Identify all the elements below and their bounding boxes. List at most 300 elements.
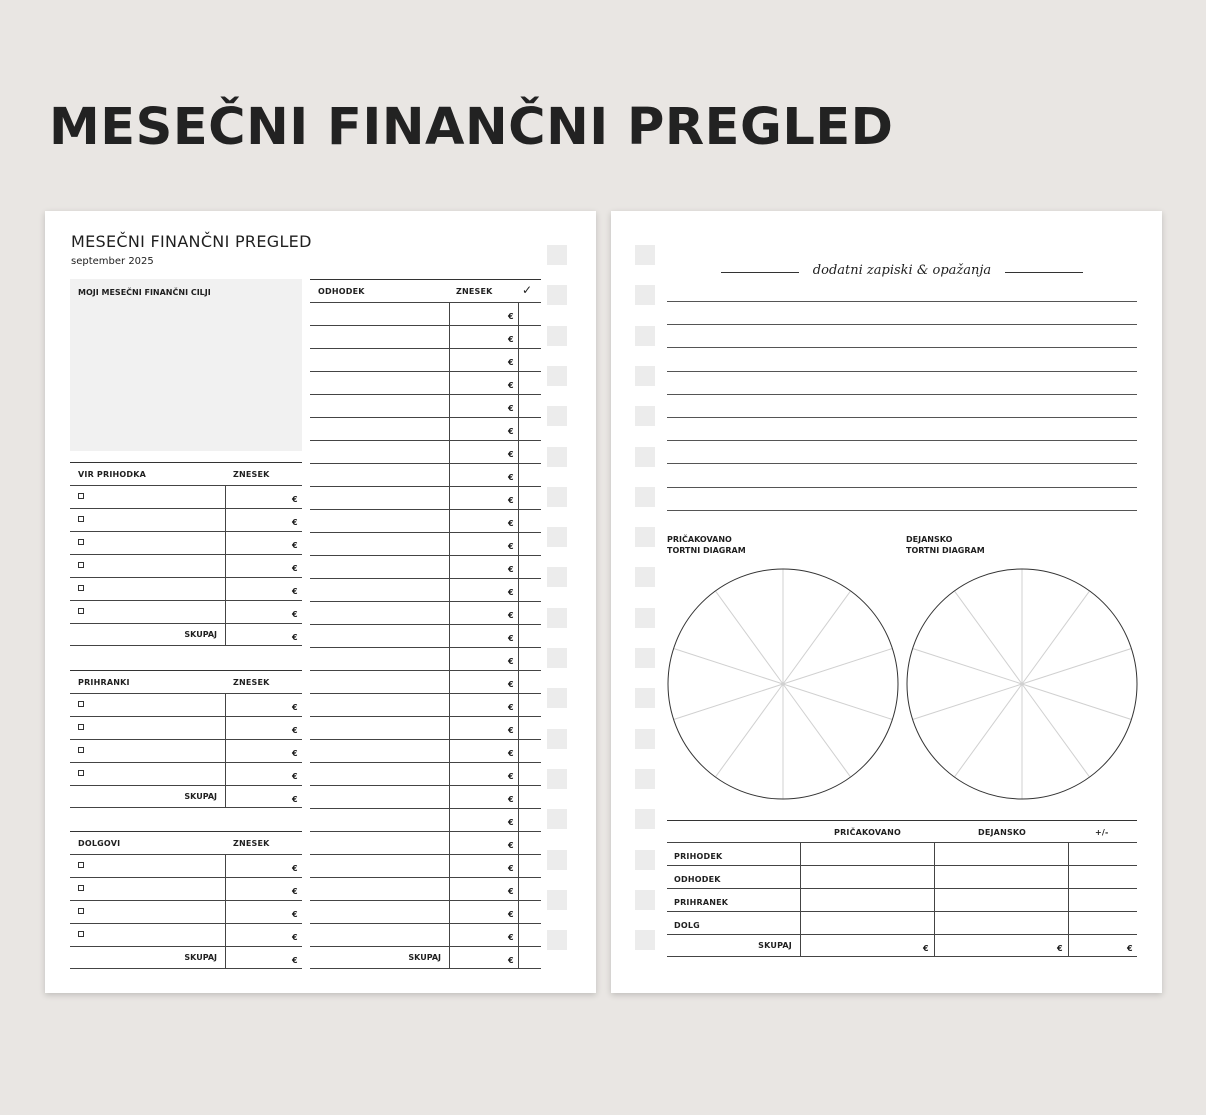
column-divider xyxy=(518,510,519,532)
income-row[interactable] xyxy=(70,554,302,577)
side-tab[interactable] xyxy=(635,648,655,668)
column-divider xyxy=(518,855,519,877)
column-divider xyxy=(225,601,226,623)
checkbox[interactable] xyxy=(78,562,84,568)
expenses-row[interactable] xyxy=(310,440,541,463)
expenses-row[interactable] xyxy=(310,509,541,532)
side-tab[interactable] xyxy=(635,245,655,265)
pie-segment-divider xyxy=(783,648,892,684)
column-divider xyxy=(518,625,519,647)
column-divider xyxy=(225,878,226,900)
expenses-row[interactable] xyxy=(310,762,541,785)
expenses-row[interactable] xyxy=(310,555,541,578)
notes-title-text: dodatni zapiski & opažanja xyxy=(812,263,992,278)
expenses-row[interactable] xyxy=(310,693,541,716)
debts-row[interactable] xyxy=(70,877,302,900)
column-divider xyxy=(934,843,935,865)
side-tab[interactable] xyxy=(547,245,567,265)
side-tab[interactable] xyxy=(635,406,655,426)
note-line[interactable] xyxy=(667,463,1137,464)
note-line[interactable] xyxy=(667,324,1137,325)
column-divider xyxy=(449,671,450,693)
currency-symbol: € xyxy=(292,633,298,642)
note-line[interactable] xyxy=(667,347,1137,348)
column-divider xyxy=(225,532,226,554)
pie-segment-divider xyxy=(1022,591,1090,684)
column-divider xyxy=(449,441,450,463)
currency-symbol: € xyxy=(508,381,514,390)
checkbox[interactable] xyxy=(78,770,84,776)
summary-col-expected: PRIČAKOVANO xyxy=(834,828,902,837)
column-divider xyxy=(225,486,226,508)
expenses-row[interactable] xyxy=(310,394,541,417)
checkbox[interactable] xyxy=(78,516,84,522)
checkbox[interactable] xyxy=(78,931,84,937)
side-tab[interactable] xyxy=(635,366,655,386)
checkbox[interactable] xyxy=(78,539,84,545)
expenses-row[interactable] xyxy=(310,670,541,693)
column-divider xyxy=(225,924,226,946)
hero-title: MESEČNI FINANČNI PREGLED xyxy=(49,98,894,157)
debts-table xyxy=(70,831,302,969)
currency-symbol: € xyxy=(508,519,514,528)
side-tab[interactable] xyxy=(547,688,567,708)
currency-symbol: € xyxy=(292,495,298,504)
side-tab[interactable] xyxy=(635,567,655,587)
side-tab[interactable] xyxy=(547,447,567,467)
income-total-label: SKUPAJ xyxy=(184,630,217,639)
side-tab[interactable] xyxy=(635,890,655,910)
currency-symbol: € xyxy=(508,542,514,551)
debts-row[interactable] xyxy=(70,900,302,923)
checkbox[interactable] xyxy=(78,608,84,614)
summary-row[interactable] xyxy=(667,865,1137,888)
pie-segment-divider xyxy=(674,684,783,720)
side-tab[interactable] xyxy=(547,809,567,829)
side-tab[interactable] xyxy=(547,729,567,749)
currency-symbol: € xyxy=(292,956,298,965)
side-tab[interactable] xyxy=(635,608,655,628)
column-divider xyxy=(449,809,450,831)
column-divider xyxy=(800,866,801,888)
side-tab[interactable] xyxy=(635,688,655,708)
currency-symbol: € xyxy=(508,611,514,620)
expenses-total-label: SKUPAJ xyxy=(408,953,441,962)
currency-symbol: € xyxy=(292,518,298,527)
pie-segment-divider xyxy=(783,684,892,720)
currency-symbol: € xyxy=(508,703,514,712)
side-tab[interactable] xyxy=(547,487,567,507)
currency-symbol: € xyxy=(508,312,514,321)
currency-symbol: € xyxy=(292,795,298,804)
side-tab[interactable] xyxy=(635,729,655,749)
left-page xyxy=(45,211,596,993)
pie-segment-divider xyxy=(954,591,1022,684)
side-tab[interactable] xyxy=(547,890,567,910)
column-divider xyxy=(449,464,450,486)
currency-symbol: € xyxy=(508,887,514,896)
expenses-table xyxy=(310,279,541,969)
column-divider xyxy=(225,786,226,807)
note-line[interactable] xyxy=(667,440,1137,441)
column-divider xyxy=(449,533,450,555)
column-divider xyxy=(449,832,450,854)
expenses-row[interactable] xyxy=(310,854,541,877)
currency-symbol: € xyxy=(508,726,514,735)
column-divider xyxy=(225,694,226,716)
expenses-total-row xyxy=(310,946,541,969)
summary-row-label: DOLG xyxy=(674,921,700,930)
column-divider xyxy=(225,855,226,877)
pie-chart-expected[interactable] xyxy=(666,567,900,801)
currency-symbol: € xyxy=(292,703,298,712)
column-divider xyxy=(518,671,519,693)
note-line[interactable] xyxy=(667,371,1137,372)
column-divider xyxy=(518,717,519,739)
side-tab[interactable] xyxy=(547,608,567,628)
column-divider xyxy=(1068,866,1069,888)
column-divider xyxy=(518,303,519,325)
checkbox[interactable] xyxy=(78,862,84,868)
expenses-row[interactable] xyxy=(310,302,541,325)
currency-symbol: € xyxy=(292,910,298,919)
savings-col-amount: ZNESEK xyxy=(233,678,270,687)
column-divider xyxy=(449,418,450,440)
savings-total-label: SKUPAJ xyxy=(184,792,217,801)
debts-col-name: DOLGOVI xyxy=(78,839,121,848)
note-line[interactable] xyxy=(667,394,1137,395)
column-divider xyxy=(518,878,519,900)
debts-total-row xyxy=(70,946,302,969)
column-divider xyxy=(449,878,450,900)
side-tab[interactable] xyxy=(547,769,567,789)
check-icon: ✓ xyxy=(522,283,533,297)
checkbox[interactable] xyxy=(78,724,84,730)
column-divider xyxy=(518,809,519,831)
debts-row[interactable] xyxy=(70,923,302,946)
note-line[interactable] xyxy=(667,510,1137,511)
column-divider xyxy=(518,947,519,968)
column-divider xyxy=(449,579,450,601)
summary-row-label: ODHODEK xyxy=(674,875,721,884)
side-tab[interactable] xyxy=(635,527,655,547)
summary-col-diff: +/- xyxy=(1095,828,1109,837)
currency-symbol: € xyxy=(1057,944,1063,953)
side-tab[interactable] xyxy=(547,406,567,426)
currency-symbol: € xyxy=(923,944,929,953)
currency-symbol: € xyxy=(508,335,514,344)
column-divider xyxy=(225,947,226,968)
checkbox[interactable] xyxy=(78,493,84,499)
currency-symbol: € xyxy=(292,726,298,735)
debts-header xyxy=(70,831,302,854)
currency-symbol: € xyxy=(292,933,298,942)
savings-table xyxy=(70,670,302,808)
expenses-row[interactable] xyxy=(310,877,541,900)
column-divider xyxy=(225,763,226,785)
column-divider xyxy=(934,866,935,888)
side-tab[interactable] xyxy=(635,850,655,870)
summary-row[interactable] xyxy=(667,911,1137,934)
notes-title xyxy=(721,262,1083,282)
column-divider xyxy=(518,487,519,509)
side-tab[interactable] xyxy=(547,648,567,668)
pie-segment-divider xyxy=(674,648,783,684)
expenses-row[interactable] xyxy=(310,808,541,831)
summary-total-row xyxy=(667,934,1137,957)
column-divider xyxy=(449,924,450,946)
expenses-row[interactable] xyxy=(310,486,541,509)
column-divider xyxy=(225,901,226,923)
column-divider xyxy=(449,487,450,509)
currency-symbol: € xyxy=(508,864,514,873)
column-divider xyxy=(518,924,519,946)
column-divider xyxy=(934,889,935,911)
side-tab[interactable] xyxy=(635,487,655,507)
column-divider xyxy=(518,533,519,555)
pie-segment-divider xyxy=(913,648,1022,684)
currency-symbol: € xyxy=(292,887,298,896)
pie-segment-divider xyxy=(1022,684,1131,720)
column-divider xyxy=(449,648,450,670)
notes-title-line-right xyxy=(1005,272,1083,273)
page-date: september 2025 xyxy=(71,256,154,267)
currency-symbol: € xyxy=(508,657,514,666)
summary-header xyxy=(667,820,1137,842)
expenses-row[interactable] xyxy=(310,900,541,923)
expenses-row[interactable] xyxy=(310,371,541,394)
column-divider xyxy=(518,832,519,854)
expenses-row[interactable] xyxy=(310,532,541,555)
tab-strip-left-edge xyxy=(635,245,655,969)
column-divider xyxy=(449,786,450,808)
column-divider xyxy=(518,648,519,670)
right-page xyxy=(611,211,1162,993)
income-total-row xyxy=(70,623,302,646)
income-table xyxy=(70,462,302,646)
column-divider xyxy=(225,740,226,762)
savings-row[interactable] xyxy=(70,716,302,739)
currency-symbol: € xyxy=(292,541,298,550)
currency-symbol: € xyxy=(508,841,514,850)
expenses-row[interactable] xyxy=(310,325,541,348)
currency-symbol: € xyxy=(508,772,514,781)
currency-symbol: € xyxy=(508,450,514,459)
column-divider xyxy=(449,372,450,394)
income-col-amount: ZNESEK xyxy=(233,470,270,479)
currency-symbol: € xyxy=(508,818,514,827)
summary-table xyxy=(667,820,1137,957)
column-divider xyxy=(225,717,226,739)
column-divider xyxy=(449,740,450,762)
column-divider xyxy=(518,786,519,808)
pie-actual-label xyxy=(906,534,985,556)
column-divider xyxy=(449,602,450,624)
column-divider xyxy=(518,602,519,624)
income-header xyxy=(70,462,302,485)
expenses-col-amount: ZNESEK xyxy=(456,287,493,296)
checkbox[interactable] xyxy=(78,908,84,914)
checkbox[interactable] xyxy=(78,747,84,753)
side-tab[interactable] xyxy=(547,366,567,386)
expenses-row[interactable] xyxy=(310,624,541,647)
side-tab[interactable] xyxy=(635,769,655,789)
side-tab[interactable] xyxy=(547,326,567,346)
summary-row-label: PRIHODEK xyxy=(674,852,723,861)
column-divider xyxy=(518,395,519,417)
income-row[interactable] xyxy=(70,508,302,531)
column-divider xyxy=(800,889,801,911)
currency-symbol: € xyxy=(508,680,514,689)
expenses-row[interactable] xyxy=(310,578,541,601)
expenses-row[interactable] xyxy=(310,785,541,808)
column-divider xyxy=(1068,912,1069,934)
debts-col-amount: ZNESEK xyxy=(233,839,270,848)
goals-box[interactable] xyxy=(70,279,302,451)
currency-symbol: € xyxy=(292,749,298,758)
column-divider xyxy=(449,694,450,716)
side-tab[interactable] xyxy=(547,285,567,305)
column-divider xyxy=(518,763,519,785)
pie-segment-divider xyxy=(783,591,851,684)
page-title: MESEČNI FINANČNI PREGLED xyxy=(71,232,312,251)
currency-symbol: € xyxy=(508,956,514,965)
column-divider xyxy=(518,441,519,463)
column-divider xyxy=(518,464,519,486)
currency-symbol: € xyxy=(508,634,514,643)
column-divider xyxy=(449,625,450,647)
column-divider xyxy=(518,694,519,716)
column-divider xyxy=(449,349,450,371)
currency-symbol: € xyxy=(508,496,514,505)
currency-symbol: € xyxy=(508,565,514,574)
side-tab[interactable] xyxy=(547,850,567,870)
currency-symbol: € xyxy=(508,795,514,804)
expenses-row[interactable] xyxy=(310,716,541,739)
expenses-row[interactable] xyxy=(310,739,541,762)
expenses-row[interactable] xyxy=(310,463,541,486)
expenses-header xyxy=(310,279,541,302)
pie-actual-label-2: TORTNI DIAGRAM xyxy=(906,546,985,555)
summary-row[interactable] xyxy=(667,888,1137,911)
savings-row[interactable] xyxy=(70,762,302,785)
column-divider xyxy=(518,349,519,371)
column-divider xyxy=(518,901,519,923)
column-divider xyxy=(449,855,450,877)
column-divider xyxy=(800,912,801,934)
side-tab[interactable] xyxy=(635,285,655,305)
column-divider xyxy=(800,935,801,956)
pie-expected-label-2: TORTNI DIAGRAM xyxy=(667,546,746,555)
currency-symbol: € xyxy=(508,910,514,919)
income-row[interactable] xyxy=(70,531,302,554)
currency-symbol: € xyxy=(508,427,514,436)
pie-chart-actual[interactable] xyxy=(905,567,1139,801)
currency-symbol: € xyxy=(292,864,298,873)
pie-expected-label-1: PRIČAKOVANO xyxy=(667,535,732,544)
pie-actual-label-1: DEJANSKO xyxy=(906,535,953,544)
note-line[interactable] xyxy=(667,487,1137,488)
savings-col-name: PRIHRANKI xyxy=(78,678,130,687)
column-divider xyxy=(518,556,519,578)
currency-symbol: € xyxy=(508,933,514,942)
income-col-source: VIR PRIHODKA xyxy=(78,470,147,479)
column-divider xyxy=(225,509,226,531)
column-divider xyxy=(518,326,519,348)
column-divider xyxy=(1068,843,1069,865)
pie-expected-label xyxy=(667,534,746,556)
side-tab[interactable] xyxy=(547,567,567,587)
income-row[interactable] xyxy=(70,485,302,508)
side-tab[interactable] xyxy=(635,809,655,829)
column-divider xyxy=(449,326,450,348)
column-divider xyxy=(449,763,450,785)
currency-symbol: € xyxy=(1127,944,1133,953)
savings-row[interactable] xyxy=(70,693,302,716)
currency-symbol: € xyxy=(292,564,298,573)
currency-symbol: € xyxy=(508,473,514,482)
expenses-row[interactable] xyxy=(310,601,541,624)
checkbox[interactable] xyxy=(78,585,84,591)
expenses-row[interactable] xyxy=(310,417,541,440)
column-divider xyxy=(449,395,450,417)
pie-segment-divider xyxy=(913,684,1022,720)
pie-segment-divider xyxy=(1022,648,1131,684)
summary-row-label: PRIHRANEK xyxy=(674,898,729,907)
column-divider xyxy=(1068,935,1069,956)
income-row[interactable] xyxy=(70,600,302,623)
goals-label: MOJI MESEČNI FINANČNI CILJI xyxy=(78,288,211,297)
column-divider xyxy=(449,510,450,532)
pie-segment-divider xyxy=(954,684,1022,777)
pie-segment-divider xyxy=(715,684,783,777)
column-divider xyxy=(225,555,226,577)
currency-symbol: € xyxy=(292,772,298,781)
currency-symbol: € xyxy=(508,358,514,367)
expenses-row[interactable] xyxy=(310,647,541,670)
pie-segment-divider xyxy=(1022,684,1090,777)
side-tab[interactable] xyxy=(547,527,567,547)
side-tab[interactable] xyxy=(635,930,655,950)
column-divider xyxy=(518,372,519,394)
expenses-row[interactable] xyxy=(310,831,541,854)
debts-row[interactable] xyxy=(70,854,302,877)
currency-symbol: € xyxy=(292,610,298,619)
side-tab[interactable] xyxy=(547,930,567,950)
column-divider xyxy=(934,912,935,934)
checkbox[interactable] xyxy=(78,885,84,891)
column-divider xyxy=(449,556,450,578)
column-divider xyxy=(518,418,519,440)
checkbox[interactable] xyxy=(78,701,84,707)
currency-symbol: € xyxy=(508,404,514,413)
column-divider xyxy=(518,579,519,601)
summary-row[interactable] xyxy=(667,842,1137,865)
debts-total-label: SKUPAJ xyxy=(184,953,217,962)
side-tab[interactable] xyxy=(635,326,655,346)
note-line[interactable] xyxy=(667,301,1137,302)
column-divider xyxy=(449,901,450,923)
income-row[interactable] xyxy=(70,577,302,600)
savings-row[interactable] xyxy=(70,739,302,762)
currency-symbol: € xyxy=(508,588,514,597)
column-divider xyxy=(800,843,801,865)
side-tab[interactable] xyxy=(635,447,655,467)
expenses-row[interactable] xyxy=(310,348,541,371)
expenses-row[interactable] xyxy=(310,923,541,946)
summary-total-label: SKUPAJ xyxy=(758,941,792,950)
note-line[interactable] xyxy=(667,417,1137,418)
